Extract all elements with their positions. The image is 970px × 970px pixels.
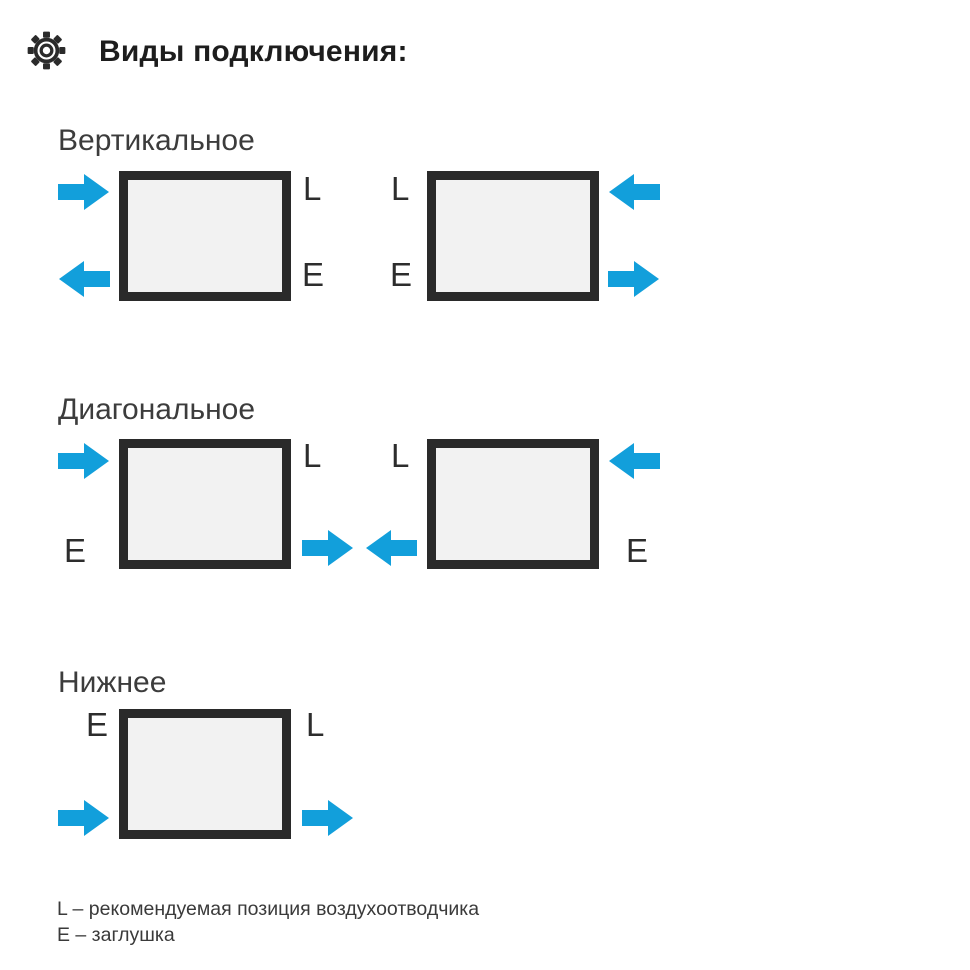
- radiator-box: [119, 709, 291, 839]
- gear-icon: [26, 30, 67, 71]
- section-title-vertical: Вертикальное: [58, 124, 255, 157]
- legend-line-air-vent: L – рекомендуемая позиция воздухоотводчика: [57, 898, 480, 920]
- air-vent-label: L: [303, 437, 322, 474]
- radiator-box: [119, 171, 291, 301]
- air-vent-label: L: [306, 706, 325, 743]
- plug-label: E: [302, 256, 325, 293]
- outlet-arrow-icon: [58, 260, 110, 298]
- air-vent-label: L: [303, 170, 322, 207]
- plug-label: E: [86, 706, 109, 743]
- air-vent-label: L: [391, 437, 410, 474]
- plug-label: E: [626, 532, 649, 569]
- outlet-arrow-icon: [608, 260, 660, 298]
- inlet-arrow-icon: [608, 173, 660, 211]
- air-vent-label: L: [391, 170, 410, 207]
- inlet-arrow-icon: [608, 442, 660, 480]
- inlet-arrow-icon: [58, 799, 110, 837]
- outlet-arrow-icon: [365, 529, 417, 567]
- legend-line-plug: E – заглушка: [57, 924, 175, 946]
- outlet-arrow-icon: [302, 799, 354, 837]
- legend: [57, 896, 479, 948]
- radiator-box: [119, 439, 291, 569]
- inlet-arrow-icon: [58, 442, 110, 480]
- section-title-bottom: Нижнее: [58, 666, 167, 699]
- section-title-diagonal: Диагональное: [58, 393, 256, 426]
- inlet-arrow-icon: [58, 173, 110, 211]
- page-title: Виды подключения:: [99, 35, 408, 68]
- plug-label: E: [64, 532, 87, 569]
- plug-label: E: [390, 256, 413, 293]
- radiator-box: [427, 439, 599, 569]
- radiator-box: [427, 171, 599, 301]
- outlet-arrow-icon: [302, 529, 354, 567]
